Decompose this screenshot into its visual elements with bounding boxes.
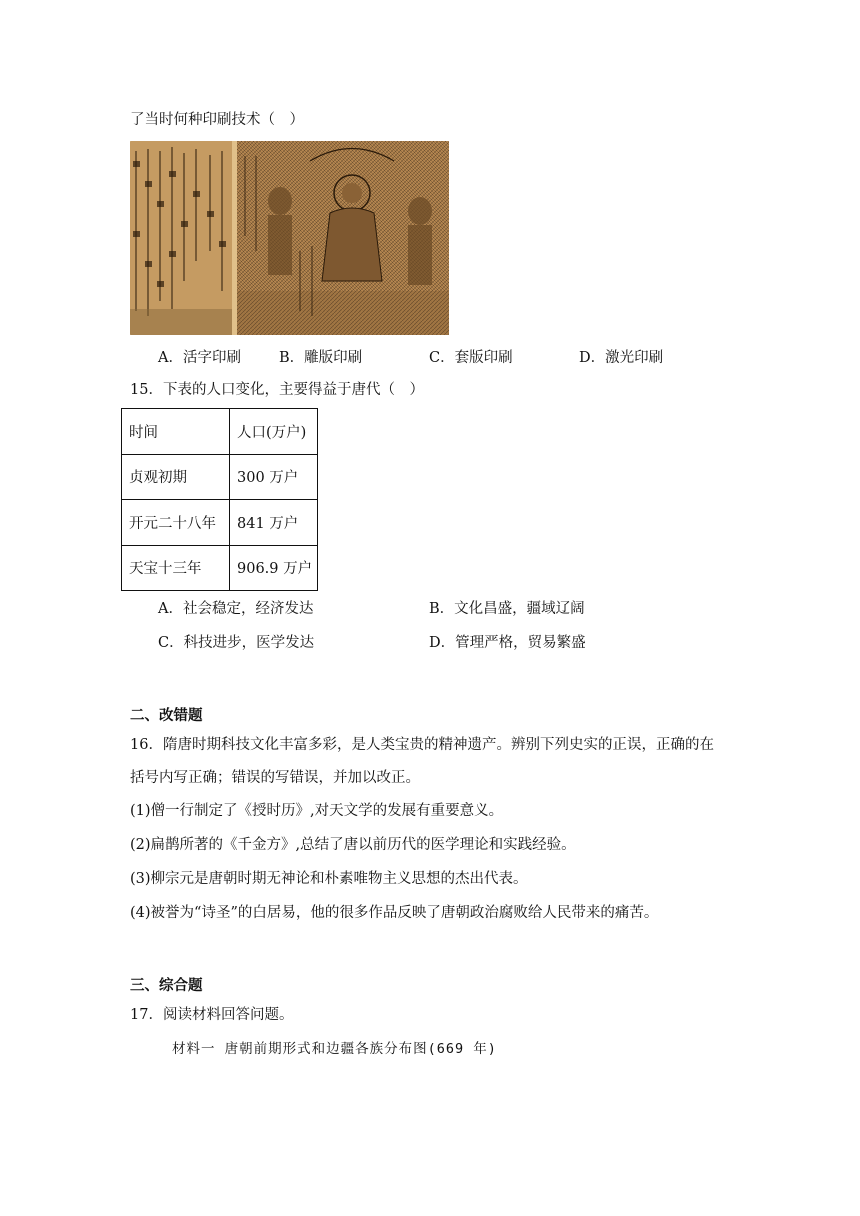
section-heading-correction: 二、改错题 [130, 707, 203, 724]
table-cell: 906.9 万户 [230, 545, 318, 591]
q14-option-d[interactable]: D．激光印刷 [579, 350, 664, 366]
table-row [122, 545, 318, 591]
table-cell: 天宝十三年 [122, 545, 230, 591]
table-cell: 300 万户 [230, 454, 318, 500]
table-header-cell: 人口(万户) [230, 409, 318, 455]
q16-item-4: (4)被誉为“诗圣”的白居易，他的很多作品反映了唐朝政治腐败给人民带来的痛苦。 [130, 905, 659, 921]
q16-item-3: (3)柳宗元是唐朝时期无神论和朴素唯物主义思想的杰出代表。 [130, 871, 528, 887]
material-caption: 材料一 唐朝前期形式和边疆各族分布图(669 年) [172, 1041, 497, 1057]
section-heading-comprehensive: 三、综合题 [130, 977, 203, 994]
q15-stem: 15．下表的人口变化，主要得益于唐代（ ） [130, 382, 424, 398]
table-row [122, 454, 318, 500]
q16-stem-line1: 16．隋唐时期科技文化丰富多彩，是人类宝贵的精神遗产。辨别下列史实的正误，正确的在 [130, 737, 714, 753]
q14-stem: 了当时何种印刷技术（ ） [130, 112, 304, 128]
diamond-sutra-print-image [130, 141, 449, 335]
q14-option-b[interactable]: B．雕版印刷 [279, 350, 363, 366]
table-header-cell: 时间 [122, 409, 230, 455]
table-row [122, 500, 318, 546]
q15-option-a[interactable]: A．社会稳定，经济发达 [158, 601, 314, 617]
q15-option-c[interactable]: C．科技进步，医学发达 [158, 635, 315, 651]
table-header-row [122, 409, 318, 455]
population-table [121, 408, 318, 591]
table-cell: 841 万户 [230, 500, 318, 546]
table-cell: 开元二十八年 [122, 500, 230, 546]
q14-option-a[interactable]: A．活字印刷 [158, 350, 241, 366]
table-cell: 贞观初期 [122, 454, 230, 500]
q15-option-b[interactable]: B．文化昌盛，疆域辽阔 [429, 601, 585, 617]
q17-stem: 17．阅读材料回答问题。 [130, 1007, 294, 1023]
q14-option-c[interactable]: C．套版印刷 [429, 350, 513, 366]
q16-stem-line2: 括号内写正确；错误的写错误，并加以改正。 [130, 770, 420, 786]
q15-option-d[interactable]: D．管理严格，贸易繁盛 [429, 635, 586, 651]
q16-item-1: (1)僧一行制定了《授时历》,对天文学的发展有重要意义。 [130, 803, 504, 819]
q16-item-2: (2)扁鹊所著的《千金方》,总结了唐以前历代的医学理论和实践经验。 [130, 837, 576, 853]
